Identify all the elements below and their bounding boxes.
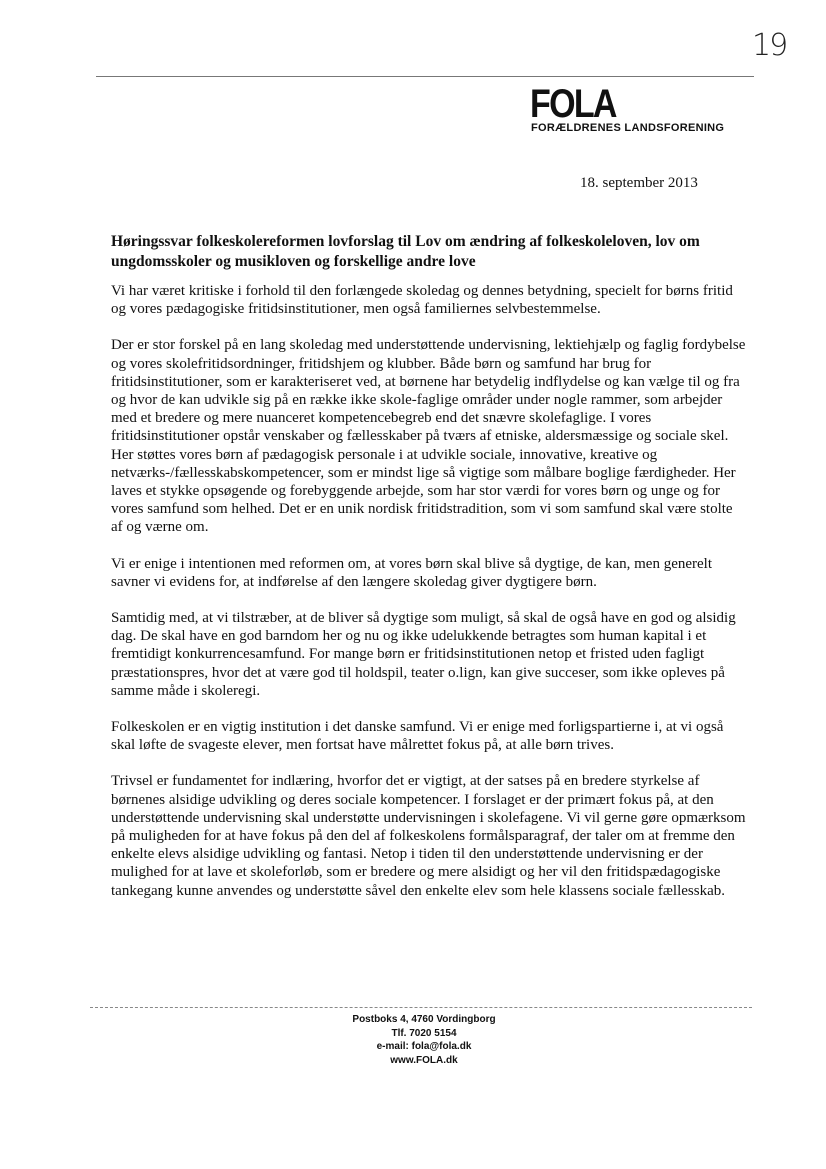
document-title: Høringssvar folkeskolereformen lovforslag til Lov om ændring af folkeskoleloven, lov om ungdomsskoler og musikloven og forskellige andre love xyxy=(111,233,700,270)
paragraph: Der er stor forskel på en lang skoledag med understøttende undervisning, lektiehjælp og faglig fordybelse og vores skolefritidsordninger, fritidshjem og klubber. Både børn og samfund har brug for fritidsinstitutioner, som er karakteriseret ved, at børnene har betydelig indflydelse og kan vælge til og fra og hvor de kan udvikle sig på en række ikke skole-faglige områder under nogle rammer, som arbejder med et bredere og mere nuanceret kompetencebegreb end det snævre skolefaglige. I vores fritidsinstitutioner opstår venskaber og fællesskaber på tværs af etniske, aldersmæssige og sociale skel. Her støttes vores børn af pædagogisk personale i at udvikle sociale, innovative, kreative og netværks-/fællesskabskompetencer, som er mindst lige så vigtige som målbare boglige færdigheder. Her laves et stykke opsøgende og forebyggende arbejde, som har stor værdi for vores børn og unge og for vores samfund som helhed. Det er en unik nordisk fritidstradition, som vi som samfund skal være stolte af og værne om. xyxy=(111,337,746,536)
paragraph: Vi er enige i intentionen med reformen om, at vores børn skal blive så dygtige, de kan, men generelt savner vi evidens for, at indførelse af den længere skoledag giver dygtigere børn. xyxy=(111,555,712,590)
paragraph: Folkeskolen er en vigtig institution i det danske samfund. Vi er enige med forligspartierne i, at vi også skal løfte de svageste elever, men fortsat have målrettet fokus på, at alle børn trives. xyxy=(111,719,724,754)
footer-divider xyxy=(90,1007,752,1008)
footer-phone: Tlf. 7020 5154 xyxy=(391,1027,457,1039)
page-number: 19 xyxy=(752,28,787,63)
paragraph: Trivsel er fundamentet for indlæring, hvorfor det er vigtigt, at der satses på en bredere styrkelse af børnenes alsidige udvikling og deres sociale kompetencer. I forslaget er der primært fokus på, at den understøttende undervisning skal understøtte undervisningen i skolefagene. Vi vil gerne gøre opmærksom på muligheden for at have fokus på den del af folkeskolens formålsparagraf, der taler om at fremme den enkelte elevs alsidige udvikling og fantasi. Netop i tiden til den understøttende undervisning er der mulighed for at lave et skoleforløb, som er bredere og mere alsidigt og her vil den fritidspædagogiske tankegang kunne anvendes og understøtte såvel den enkelte elev som hele klassens sociale fællesskab. xyxy=(111,773,746,899)
footer-address: Postboks 4, 4760 Vordingborg xyxy=(352,1014,496,1025)
fola-logo: FOLA xyxy=(530,82,616,126)
letter-date: 18. september 2013 xyxy=(580,175,698,191)
paragraph: Samtidig med, at vi tilstræber, at de bliver så dygtige som muligt, så skal de også have en god og alsidig dag. De skal have en god barndom her og nu og ikke udelukkende betragtes som human kapital i et fremtidigt konkurrencesamfund. For mange børn er fritidsinstitutionen netop et fristed uden fagligt præstationspres, hvor det at være god til holdspil, teater o.lign, kan give succeser, som ikke opleves på samme måde i skoleregi. xyxy=(111,610,736,699)
header-divider xyxy=(96,76,754,77)
footer-website: www.FOLA.dk xyxy=(390,1054,458,1066)
letter-body xyxy=(111,282,747,918)
footer-contact xyxy=(300,1013,548,1067)
organization-name: FORÆLDRENES LANDSFORENING xyxy=(531,122,725,134)
paragraph: Vi har været kritiske i forhold til den forlængede skoledag og dennes betydning, specielt for børns fritid og vores pædagogiske fritidsinstitutioner, men også familiernes selvbestemmelse. xyxy=(111,283,733,318)
footer-email: e-mail: fola@fola.dk xyxy=(376,1041,472,1052)
